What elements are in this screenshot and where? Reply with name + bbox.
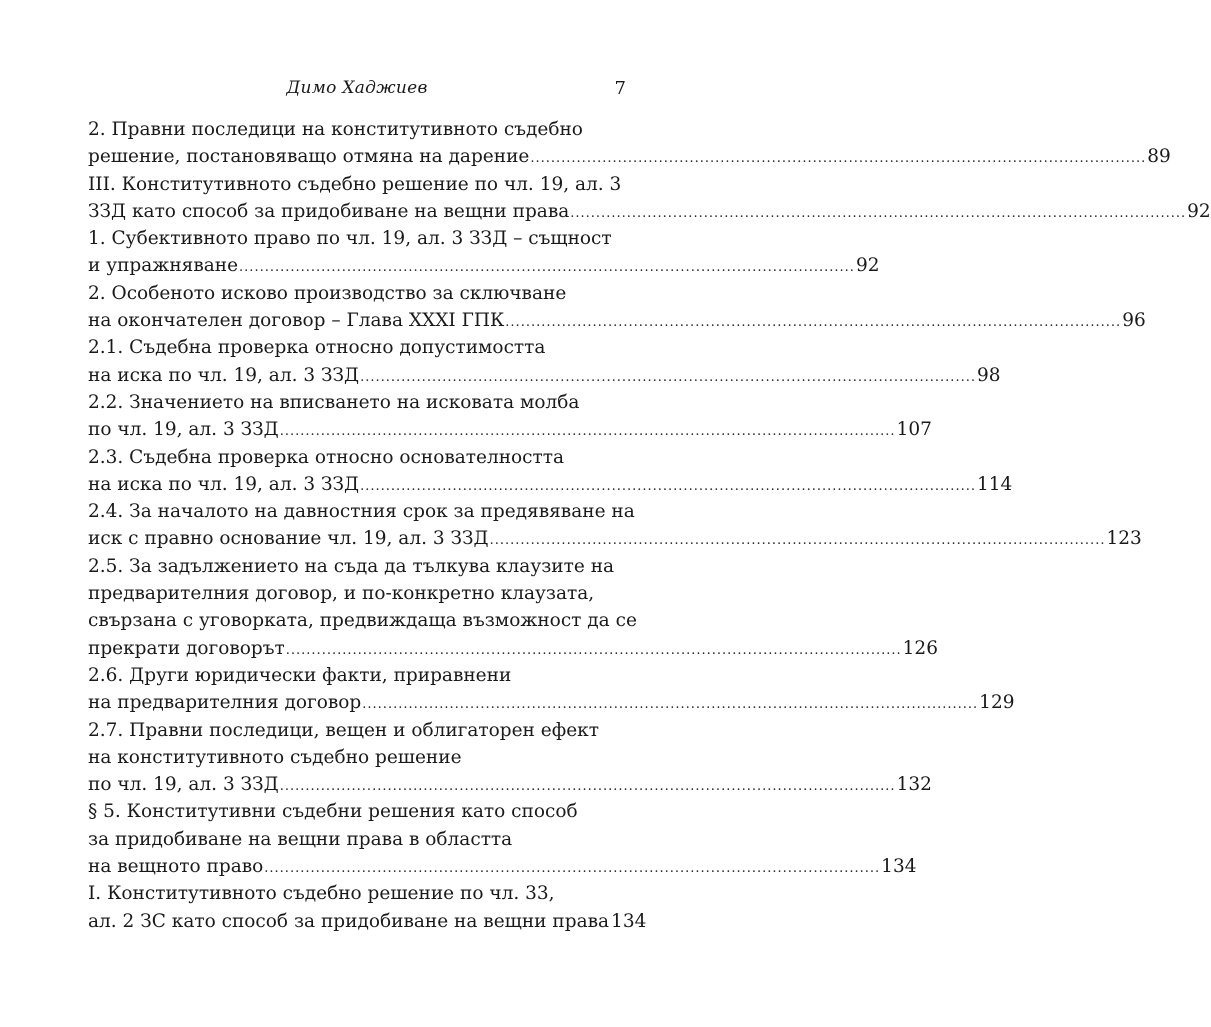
page-number: 7 <box>614 78 626 99</box>
toc-entry-line <box>88 252 880 279</box>
toc-entry-line <box>88 416 932 443</box>
toc-entry-line <box>88 744 628 771</box>
toc-entry-line <box>88 171 628 198</box>
toc-page-number: 126 <box>902 637 938 659</box>
toc-entry-text: 1. Субективното право по чл. 19, ал. 3 ЗЗД – същност <box>88 228 612 250</box>
toc-entry-line <box>88 798 628 825</box>
dot-leader: ........................................................................................................................ <box>505 315 1122 331</box>
toc-entry <box>88 880 647 935</box>
toc-entry-line <box>88 689 1015 716</box>
toc-page-number: 114 <box>976 473 1013 495</box>
toc-entry <box>88 116 1171 171</box>
toc-page-number: 123 <box>1106 528 1142 550</box>
toc-entry <box>88 444 1013 499</box>
toc-entry-text: 2.4. За началото на давностния срок за предявяване на <box>88 501 635 523</box>
toc-entry-text: 2.5. За задължението на съда да тълкува клаузите на <box>88 555 615 577</box>
toc-entry-text: по чл. 19, ал. 3 ЗЗД <box>88 774 279 796</box>
toc-entry-line <box>88 580 628 607</box>
dot-leader: ........................................................................................................................ <box>360 478 976 494</box>
dot-leader: ........................................................................................................................ <box>279 779 896 795</box>
toc-entry-line <box>88 198 1211 225</box>
toc-entry-text: III. Конститутивното съдебно решение по чл. 19, ал. 3 <box>88 173 622 195</box>
toc-entry <box>88 798 917 880</box>
toc-entry <box>88 334 1001 389</box>
toc-entry-text: на окончателен договор – Глава XXXI ГПК <box>88 310 505 332</box>
toc-entry-text: I. Конститутивното съдебно решение по чл. 33, <box>88 883 555 905</box>
toc-entry-line <box>88 389 628 416</box>
toc-entry-line <box>88 116 628 143</box>
toc-entry-text: § 5. Конститутивни съдебни решения като способ <box>88 801 578 823</box>
running-header <box>88 78 626 104</box>
dot-leader: ........................................................................................................................ <box>279 424 896 440</box>
toc-entry-text: решение, постановяващо отмяна на дарение <box>88 146 530 168</box>
toc-page-number: 92 <box>1187 200 1211 222</box>
toc-page-number: 134 <box>881 856 917 878</box>
toc-page-number: 89 <box>1147 146 1171 168</box>
toc-entry-line <box>88 471 1013 498</box>
toc-entry-text: свързана с уговорката, предвиждаща възможност да се <box>88 610 637 632</box>
dot-leader: ........................................................................................................................ <box>530 151 1147 167</box>
toc-entry-line <box>88 662 628 689</box>
toc-entry-text: 2.2. Значението на вписването на исковата молба <box>88 391 580 413</box>
toc-entry-text: на иска по чл. 19, ал. 3 ЗЗД <box>88 364 360 386</box>
toc-entry-line <box>88 280 628 307</box>
dot-leader: ........................................................................................................................ <box>285 642 902 658</box>
toc-entry-text: за придобиване на вещни права в областта <box>88 828 513 850</box>
toc-page-number: 132 <box>896 774 932 796</box>
toc-entry-text: 2. Правни последици на конститутивното съдебно <box>88 119 583 140</box>
toc-entry-text: по чл. 19, ал. 3 ЗЗД <box>88 419 279 441</box>
toc-entry-line <box>88 498 635 525</box>
toc-entry-text: и упражняване <box>88 255 239 277</box>
toc-entry-line <box>88 553 628 580</box>
toc-page-number: 107 <box>896 419 932 441</box>
table-of-contents <box>88 116 1211 935</box>
toc-entry <box>88 717 932 799</box>
toc-entry <box>88 171 1211 226</box>
toc-entry-text: прекрати договорът <box>88 637 285 659</box>
toc-entry-line <box>88 826 628 853</box>
toc-entry-text: ЗЗД като способ за придобиване на вещни права <box>88 200 570 222</box>
toc-entry <box>88 225 880 280</box>
toc-entry-text: предварителния договор, и по-конкретно клаузата, <box>88 583 595 605</box>
toc-entry <box>88 498 1142 553</box>
toc-page-number: 96 <box>1122 310 1146 332</box>
toc-entry-line <box>88 307 1146 334</box>
toc-entry-line <box>88 225 628 252</box>
toc-entry-line <box>88 880 628 907</box>
toc-entry-line <box>88 607 637 634</box>
toc-entry <box>88 280 1146 335</box>
toc-entry-line <box>88 143 1171 170</box>
dot-leader: ........................................................................................................................ <box>570 205 1187 221</box>
toc-entry-line <box>88 525 1142 552</box>
toc-entry-text: 2.1. Съдебна проверка относно допустимостта <box>88 337 546 359</box>
dot-leader: ........................................................................................................................ <box>362 697 979 713</box>
toc-entry <box>88 389 932 444</box>
toc-page-number: 98 <box>976 364 1001 386</box>
toc-entry-text: на конститутивното съдебно решение <box>88 746 462 768</box>
toc-page-number: 92 <box>855 255 880 277</box>
toc-entry-line <box>88 334 628 361</box>
toc-entry-text: 2.3. Съдебна проверка относно основателността <box>88 446 565 468</box>
toc-entry-line <box>88 635 938 662</box>
toc-entry-text: на иска по чл. 19, ал. 3 ЗЗД <box>88 473 360 495</box>
toc-entry-text: на предварителния договор <box>88 692 362 714</box>
toc-entry-line <box>88 853 917 880</box>
toc-entry-text: ал. 2 ЗС като способ за придобиване на вещни права <box>88 910 610 932</box>
dot-leader: ........................................................................................................................ <box>489 533 1106 549</box>
toc-entry <box>88 553 938 662</box>
toc-entry-text: 2.6. Други юридически факти, приравнени <box>88 664 512 686</box>
toc-entry-line <box>88 908 647 935</box>
dot-leader: ........................................................................................................................ <box>239 260 855 276</box>
toc-page-number: 129 <box>979 692 1015 714</box>
toc-entry-line <box>88 444 628 471</box>
toc-entry-line <box>88 362 1001 389</box>
toc-entry-line <box>88 717 628 744</box>
toc-entry-text: на вещното право <box>88 856 264 878</box>
toc-entry-text: 2. Особеното исково производство за сключване <box>88 282 567 304</box>
toc-entry-line <box>88 771 932 798</box>
toc-entry <box>88 662 1015 717</box>
toc-page-number: 134 <box>611 910 647 932</box>
toc-entry-text: 2.7. Правни последици, вещен и облигаторен ефект <box>88 719 599 741</box>
dot-leader: ........................................................................................................................ <box>360 369 976 385</box>
toc-entry-text: иск с правно основание чл. 19, ал. 3 ЗЗД <box>88 528 489 550</box>
dot-leader: ........................................................................................................................ <box>264 861 881 877</box>
author-name: Димо Хаджиев <box>286 78 428 98</box>
